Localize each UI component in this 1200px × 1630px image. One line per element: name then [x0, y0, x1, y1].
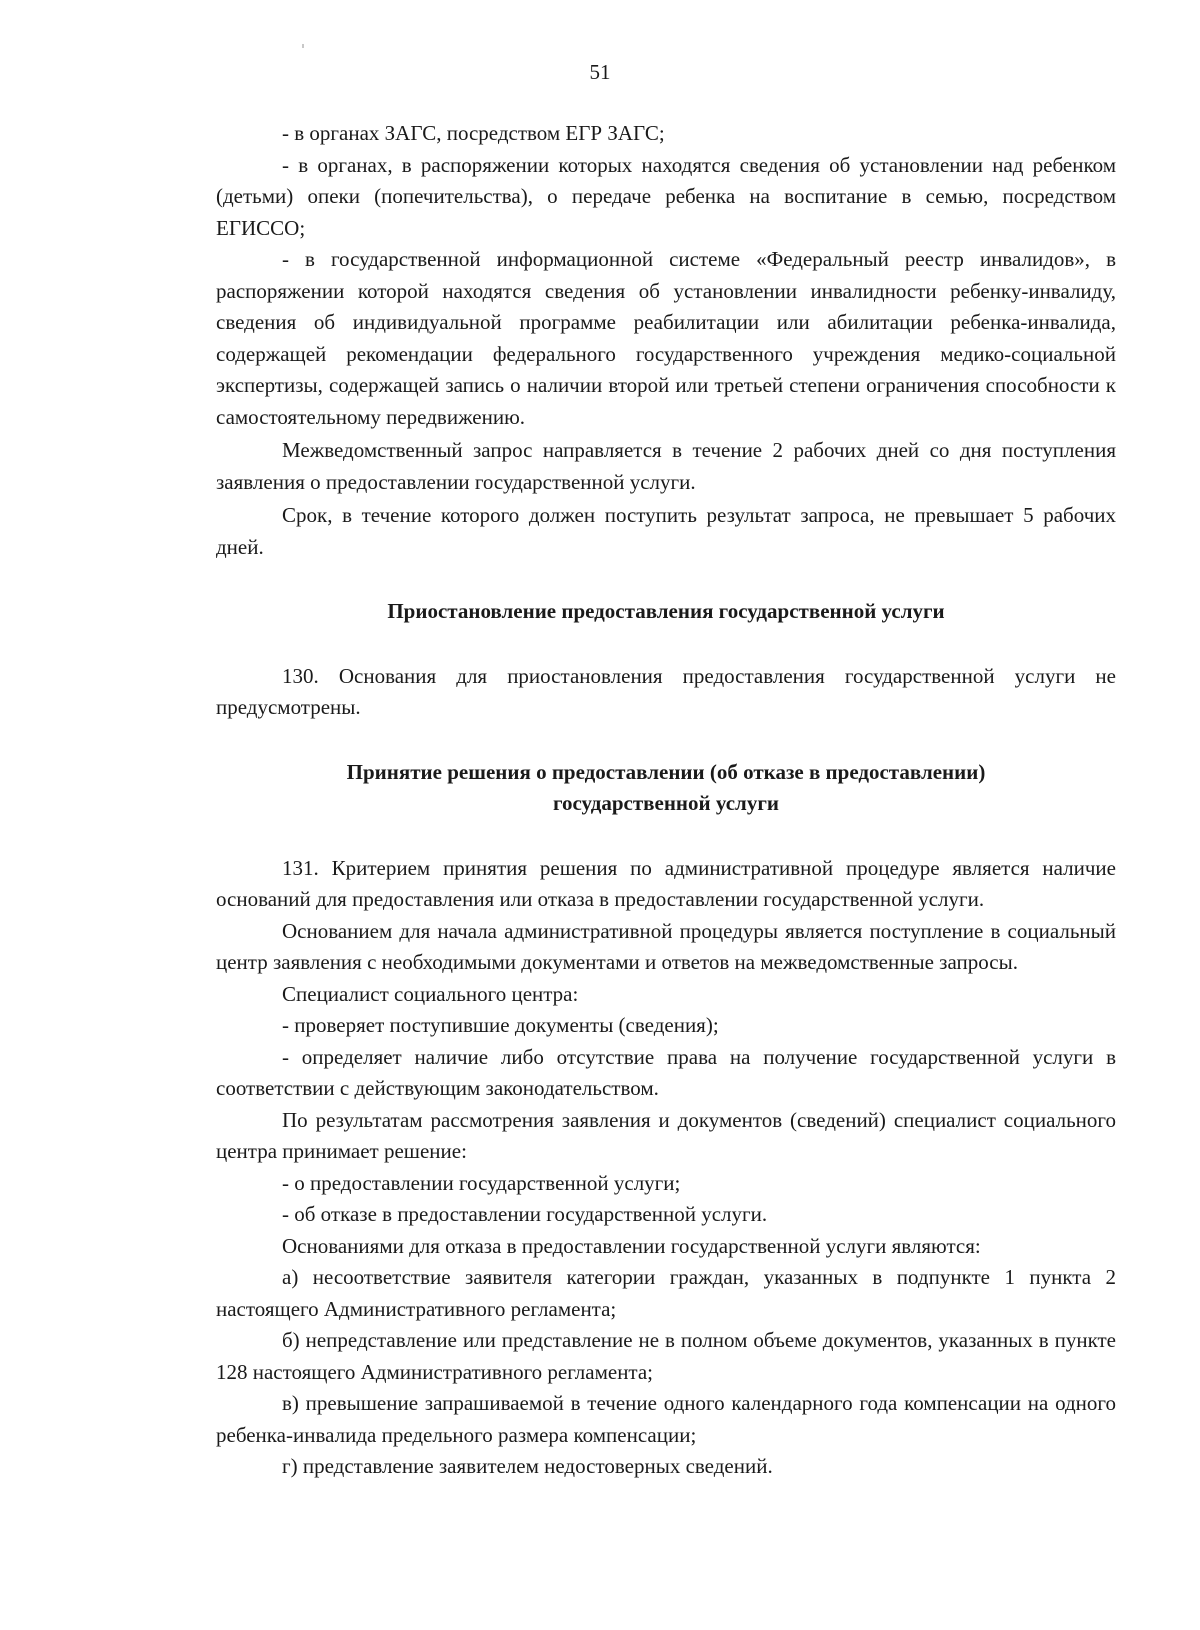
list-item-grant: - о предоставлении государственной услуги;: [282, 1170, 681, 1195]
paragraph-zags: - в органах ЗАГС, посредством ЕГР ЗАГС;: [282, 121, 665, 145]
paragraph-disability-registry: - в государственной информационной системе «Федеральный реестр инвалидов», в распоряжении которой находятся сведения об установлении инвалидности ребенку-инвалиду, сведения об индивидуальной программе реабилитации или абилитации ребенка-инвалида, содержащей рекомендации федерального государственного учреждения медико-социальной экспертизы, содержащей запись о наличии второй или третьей степени ограничения способности к самостоятельному передвижению.: [216, 247, 1116, 429]
list-item-determine-right: - определяет наличие либо отсутствие права на получение государственной услуги в соответствии с действующим законодательством.: [216, 1044, 1116, 1100]
paragraph-review-result: По результатам рассмотрения заявления и документов (сведений) специалист социального центра принимает решение:: [216, 1107, 1116, 1163]
page-number: 51: [589, 60, 611, 84]
paragraph-response-deadline: Срок, в течение которого должен поступить результат запроса, не превышает 5 рабочих дней.: [216, 503, 1116, 559]
section-heading-decision-line1: Принятие решения о предоставлении (об отказе в предоставлении): [346, 759, 986, 784]
list-item-g: г) представление заявителем недостоверных сведений.: [282, 1454, 773, 1478]
section-heading-decision-line2: государственной услуги: [553, 791, 779, 815]
paragraph-130: 130. Основания для приостановления предоставления государственной услуги не предусмотрены.: [216, 663, 1116, 719]
list-item-check-documents: - проверяет поступившие документы (сведения);: [282, 1013, 719, 1037]
list-item-a: а) несоответствие заявителя категории граждан, указанных в подпункте 1 пункта 2 настоящего Административного регламента;: [216, 1265, 1116, 1321]
section-heading-decision: [216, 757, 1116, 820]
paragraph-procedure-basis: Основанием для начала административной процедуры является поступление в социальный центр заявления с необходимыми документами и ответов на межведомственные запросы.: [216, 918, 1116, 974]
section-heading-suspension: Приостановление предоставления государственной услуги: [387, 599, 945, 623]
paragraph-specialist: Специалист социального центра:: [282, 981, 579, 1006]
paragraph-guardianship: - в органах, в распоряжении которых находятся сведения об установлении над ребенком (детьми) опеки (попечительства), о передаче ребенка на воспитание в семью, посредством ЕГИССО;: [216, 152, 1116, 240]
list-item-b: б) непредставление или представление не в полном объеме документов, указанных в пункте 128 настоящего Административного регламента;: [216, 1328, 1116, 1384]
paragraph-request-deadline: Межведомственный запрос направляется в течение 2 рабочих дней со дня поступления заявления о предоставлении государственной услуги.: [216, 438, 1116, 494]
list-item-v: в) превышение запрашиваемой в течение одного календарного года компенсации на одного ребенка-инвалида предельного размера компенсации;: [216, 1391, 1116, 1447]
list-item-refuse: - об отказе в предоставлении государственной услуги.: [282, 1202, 768, 1226]
paragraph-refusal-grounds: Основаниями для отказа в предоставлении государственной услуги являются:: [282, 1233, 981, 1258]
scan-artifact: [302, 44, 304, 48]
paragraph-131: 131. Критерием принятия решения по административной процедуре является наличие оснований для предоставления или отказа в предоставлении государственной услуги.: [216, 855, 1116, 911]
document-body: [216, 118, 1116, 1483]
